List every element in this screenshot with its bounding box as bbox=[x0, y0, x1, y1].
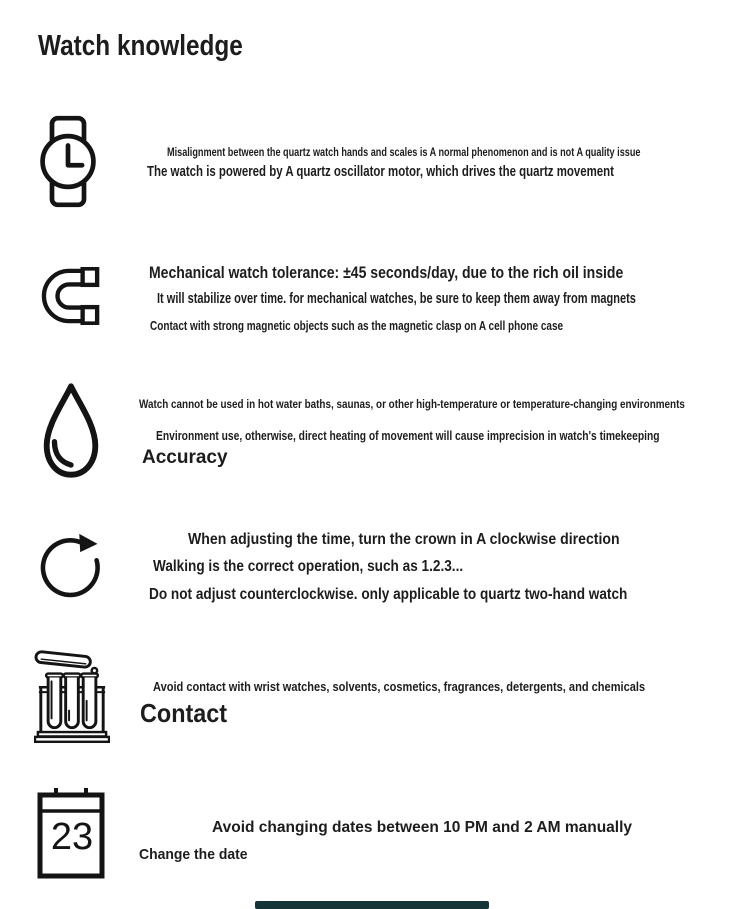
text-line: It will stabilize over time. for mechanical watches, be sure to keep them away from magnets bbox=[157, 291, 636, 307]
calendar-icon bbox=[36, 786, 106, 880]
text-line: Avoid contact with wrist watches, solvents, cosmetics, fragrances, detergents, and chemicals bbox=[153, 679, 646, 694]
home-indicator-bar bbox=[255, 901, 489, 909]
watch-icon bbox=[36, 113, 100, 210]
page-title: Watch knowledge bbox=[38, 30, 243, 62]
magnet-icon bbox=[40, 267, 104, 325]
contact-heading: Contact bbox=[140, 698, 228, 728]
text-line: The watch is powered by A quartz oscillator motor, which drives the quartz movement bbox=[147, 164, 614, 180]
text-line: When adjusting the time, turn the crown in A clockwise direction bbox=[188, 531, 620, 548]
text-line: Mechanical watch tolerance: ±45 seconds/day, due to the rich oil inside bbox=[149, 264, 624, 282]
text-line: Avoid changing dates between 10 PM and 2 AM manually bbox=[212, 819, 633, 836]
water-drop-icon bbox=[36, 379, 106, 481]
test-tubes-icon bbox=[34, 646, 110, 746]
text-line: Misalignment between the quartz watch hands and scales is A normal phenomenon and is not A quality issue bbox=[167, 145, 641, 159]
calendar-date-text: 23 bbox=[50, 816, 94, 858]
clockwise-arrow-icon bbox=[39, 522, 105, 604]
text-line: Environment use, otherwise, direct heating of movement will cause imprecision in watch's timekeeping bbox=[156, 428, 660, 443]
text-line: Watch cannot be used in hot water baths, saunas, or other high-temperature or temperature-changing environments bbox=[139, 399, 685, 411]
text-line: Walking is the correct operation, such as 1.2.3... bbox=[153, 558, 464, 575]
text-line: Do not adjust counterclockwise. only applicable to quartz two-hand watch bbox=[149, 586, 628, 603]
text-line: Change the date bbox=[139, 846, 248, 863]
text-line: Contact with strong magnetic objects such as the magnetic clasp on A cell phone case bbox=[150, 318, 564, 333]
accuracy-heading: Accuracy bbox=[142, 447, 228, 468]
